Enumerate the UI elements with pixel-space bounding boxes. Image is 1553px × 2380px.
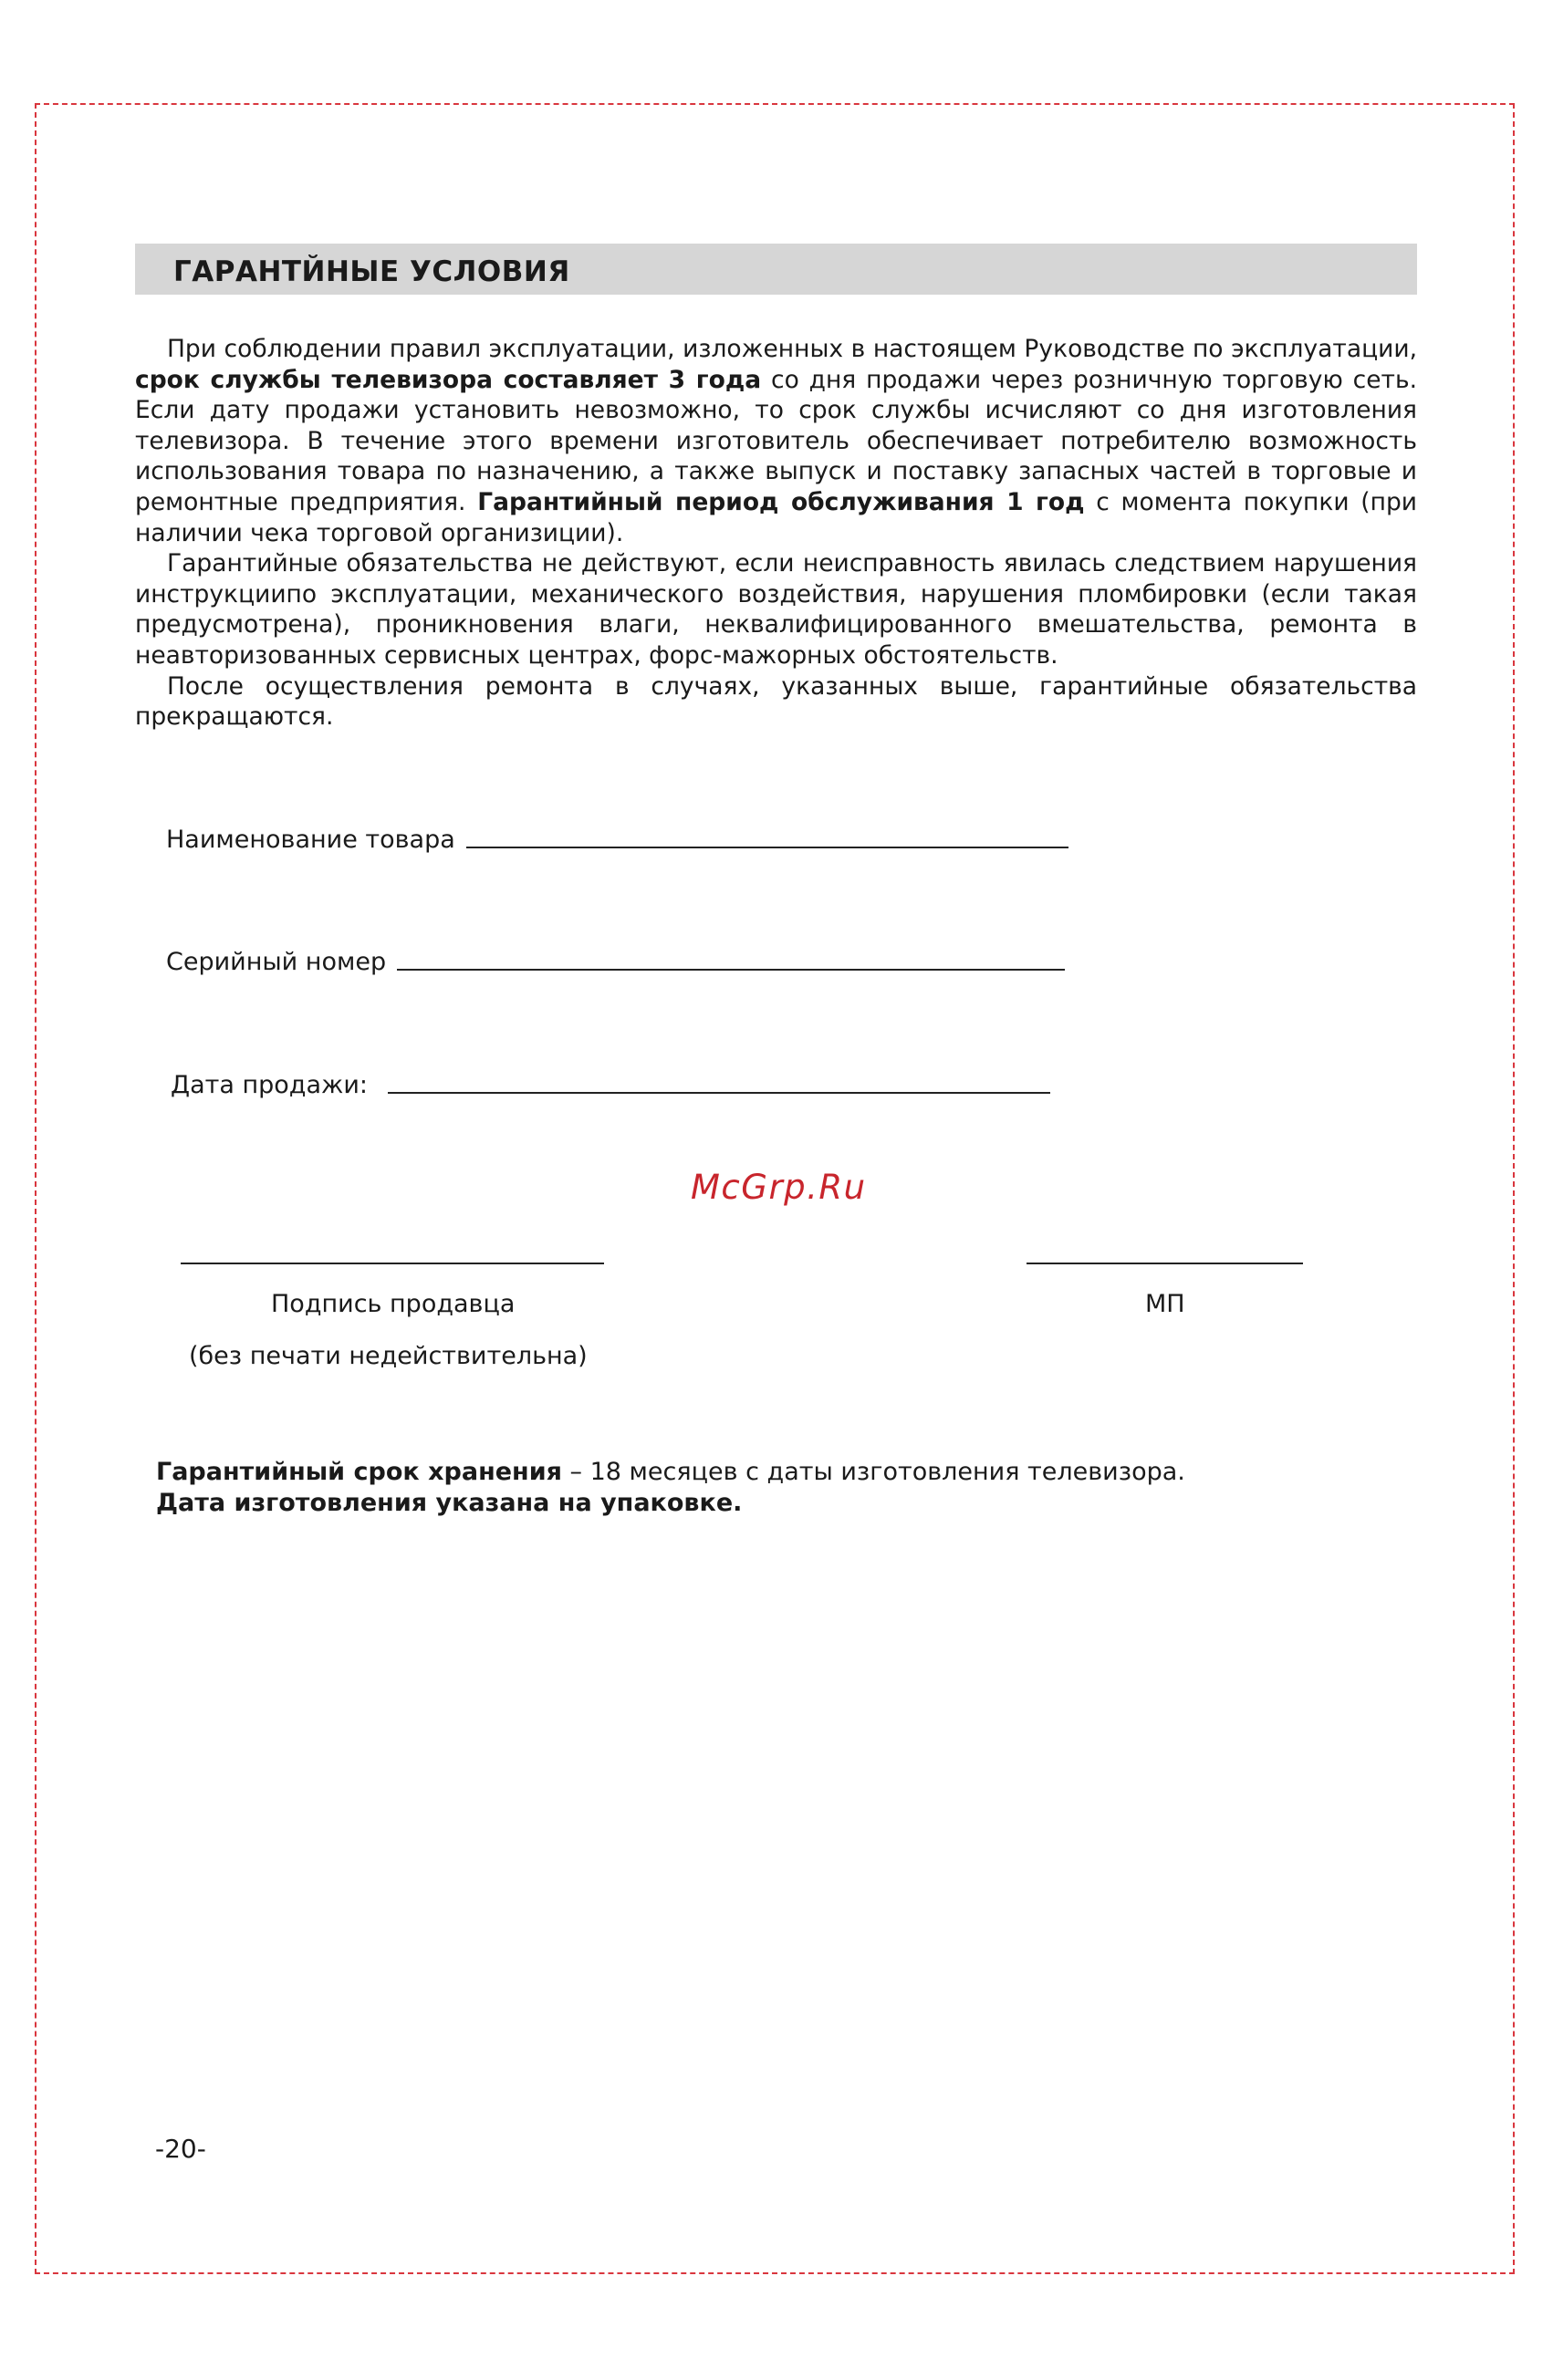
serial-number-blank-line bbox=[397, 968, 1065, 971]
seller-signature-caption: Подпись продавца bbox=[271, 1290, 516, 1318]
sale-date-label: Дата продажи: bbox=[171, 1071, 368, 1099]
bold-warranty-period: Гарантийный период обслуживания 1 год bbox=[477, 487, 1085, 516]
product-name-blank-line bbox=[466, 846, 1068, 848]
paragraph-termination: После осуществления ремонта в случаях, указанных выше, гарантийные обязательства прекращаются. bbox=[135, 671, 1417, 732]
watermark-text: McGrp.Ru bbox=[691, 1168, 867, 1207]
seller-signature-line bbox=[181, 1263, 604, 1264]
manufacture-date-note: Дата изготовления указана на упаковке. bbox=[156, 1489, 743, 1517]
sale-date-field bbox=[171, 1071, 1050, 1099]
manufacture-date-note-line bbox=[156, 1488, 1185, 1519]
serial-number-label: Серийный номер bbox=[166, 948, 387, 976]
serial-number-field bbox=[166, 948, 1065, 976]
storage-warranty-block bbox=[156, 1457, 1185, 1519]
stamp-line bbox=[1027, 1263, 1303, 1264]
product-name-label: Наименование товара bbox=[166, 826, 455, 854]
bold-service-life: срок службы телевизора составляет 3 года bbox=[135, 365, 762, 394]
text-fragment: со дня продажи через розничную торговую сеть. Если дату продажи установить невозможно, то срок службы исчисляют со дня изготовления телевизора. В течение этого времени изготовитель обеспечивает потребителю возможность использования товара по назначению, а также выпуск и поставку запасных частей в торговые и ремонтные предприятия. bbox=[135, 365, 1418, 516]
page-number: -20- bbox=[155, 2134, 206, 2164]
storage-warranty-label: Гарантийный срок хранения bbox=[156, 1458, 562, 1486]
paragraph-service-life bbox=[135, 334, 1417, 548]
warranty-text bbox=[135, 334, 1417, 733]
sale-date-blank-line bbox=[388, 1091, 1050, 1094]
paragraph-exclusions: Гарантийные обязательства не действуют, если неисправность явилась следствием нарушения инструкциипо эксплуатации, механического воздействия, нарушения пломбировки (если такая предусмотрена), проникновения влаги, неквалифицированного вмешательства, ремонта в неавторизованных сервисных центрах, форс-мажорных обстоятельств. bbox=[135, 549, 1417, 670]
text-fragment: с момента покупки (при наличии чека торговой организиции). bbox=[135, 487, 1417, 547]
text-fragment: При соблюдении правил эксплуатации, изложенных в настоящем Руководстве по эксплуатации, bbox=[167, 335, 1417, 363]
stamp-caption: МП bbox=[1145, 1290, 1185, 1318]
storage-warranty-text: – 18 месяцев с даты изготовления телевизора. bbox=[561, 1458, 1185, 1486]
section-title-bar bbox=[135, 244, 1417, 295]
product-name-field bbox=[166, 826, 1068, 854]
stamp-required-note: (без печати недействительна) bbox=[189, 1342, 588, 1370]
storage-warranty-line bbox=[156, 1457, 1185, 1488]
section-title: ГАРАНТЙНЫЕ УСЛОВИЯ bbox=[173, 255, 570, 288]
